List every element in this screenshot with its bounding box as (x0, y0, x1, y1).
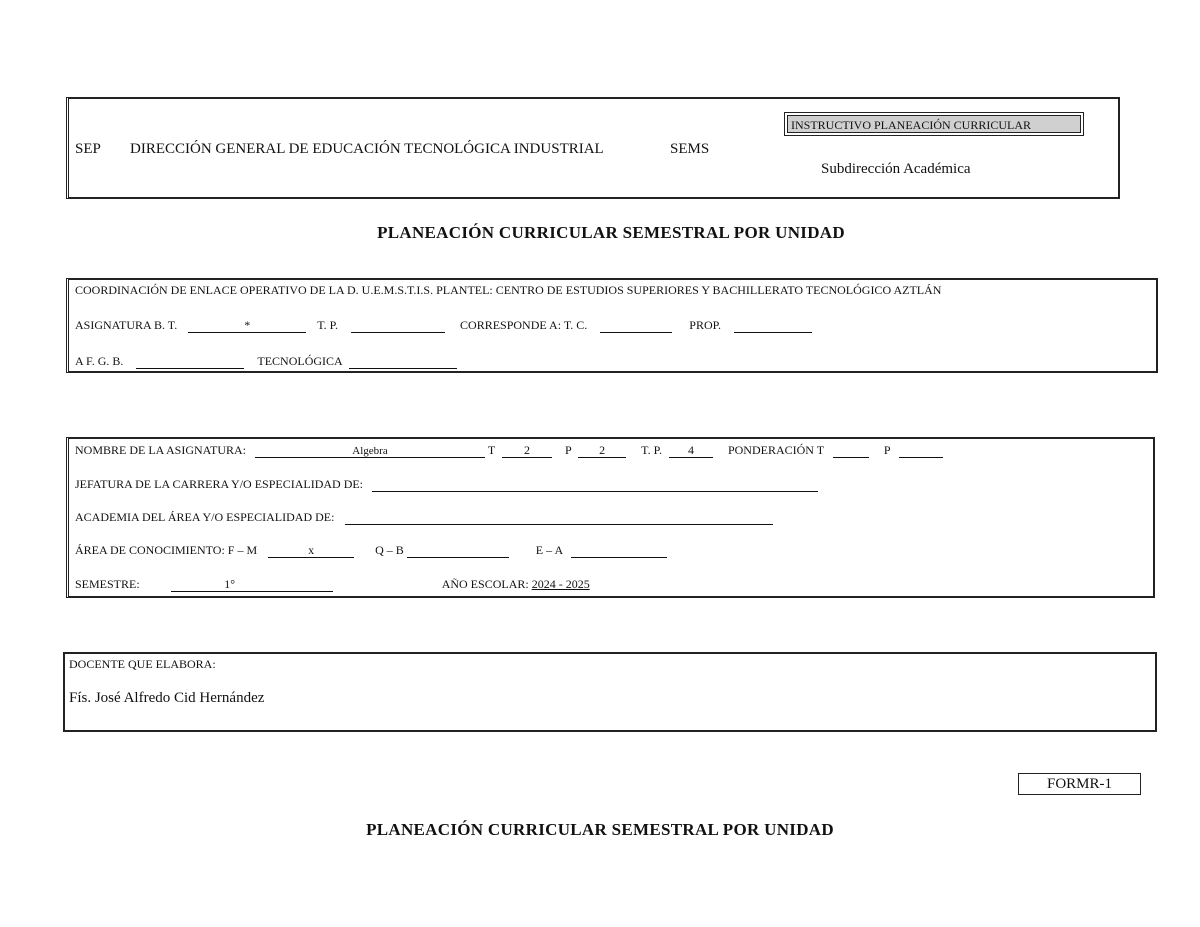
jefatura-row (75, 477, 818, 492)
qb-label: Q – B (375, 543, 404, 557)
p-label: P (564, 443, 572, 457)
asignatura-label: ASIGNATURA B. T. (75, 318, 178, 332)
academia-field[interactable] (345, 510, 773, 525)
form-code-badge: FORMR-1 (1018, 773, 1141, 795)
tp-subject-label: T. P. (641, 443, 662, 457)
tp-label: T. P. (317, 318, 339, 332)
coordination-line: COORDINACIÓN DE ENLACE OPERATIVO DE LA D. U.E.M.S.T.I.S. PLANTEL: CENTRO DE ESTUDIOS SUPERIORES Y BACHILLERATO TECNOLÓGICO AZTLÁN (75, 283, 942, 297)
afgb-field[interactable] (136, 354, 244, 369)
jefatura-field[interactable] (372, 477, 818, 492)
fm-field[interactable] (268, 543, 354, 558)
tp-subject-value: 4 (687, 443, 694, 457)
anio-label: AÑO ESCOLAR: (441, 577, 529, 591)
fm-value: x (308, 543, 315, 557)
semestre-value: 1° (224, 577, 236, 591)
nombre-value: Algebra (352, 445, 388, 457)
direccion-label: DIRECCIÓN GENERAL DE EDUCACIÓN TECNOLÓGICA INDUSTRIAL (130, 141, 604, 157)
afgb-label: A F. G. B. (75, 354, 124, 368)
prop-field[interactable] (734, 318, 812, 333)
p-value: 2 (599, 443, 606, 457)
sems-label: SEMS (670, 141, 710, 157)
tp-subject-field[interactable] (669, 443, 713, 458)
docente-label: DOCENTE QUE ELABORA: (69, 657, 216, 671)
nombre-row (75, 443, 943, 458)
instructivo-label: INSTRUCTIVO PLANEACIÓN CURRICULAR (787, 115, 1081, 133)
anio-value: 2024 - 2025 (531, 577, 590, 591)
academia-row (75, 510, 773, 525)
subdireccion-label: Subdirección Académica (821, 161, 971, 177)
nombre-field[interactable] (255, 443, 485, 458)
corresponde-label: CORRESPONDE A: T. C. (460, 318, 588, 332)
t-field[interactable] (502, 443, 552, 458)
qb-field[interactable] (407, 543, 509, 558)
prop-label: PROP. (689, 318, 721, 332)
page-title: PLANEACIÓN CURRICULAR SEMESTRAL POR UNIDAD (377, 223, 845, 242)
area-label: ÁREA DE CONOCIMIENTO: F – M (75, 543, 258, 557)
tc-field[interactable] (600, 318, 672, 333)
tecnologica-field[interactable] (349, 354, 457, 369)
tp-field[interactable] (351, 318, 445, 333)
semestre-row (75, 577, 590, 592)
ponderacion-t-field[interactable] (833, 443, 869, 458)
ea-field[interactable] (571, 543, 667, 558)
semestre-field[interactable] (171, 577, 333, 592)
asignatura-row (75, 318, 812, 333)
instructivo-box (784, 112, 1084, 136)
tecnologica-label: TECNOLÓGICA (257, 354, 343, 368)
t-label: T (487, 443, 495, 457)
nombre-label: NOMBRE DE LA ASIGNATURA: (75, 443, 247, 457)
sep-label: SEP (75, 141, 101, 157)
ponderacion-p-field[interactable] (899, 443, 943, 458)
academia-label: ACADEMIA DEL ÁREA Y/O ESPECIALIDAD DE: (75, 510, 335, 524)
ponderacion-label: PONDERACIÓN T (727, 443, 824, 457)
ponderacion-p-label: P (883, 443, 891, 457)
semestre-label: SEMESTRE: (75, 577, 140, 591)
area-row (75, 543, 667, 558)
t-value: 2 (523, 443, 530, 457)
afgb-row (75, 354, 457, 369)
docente-name: Fís. José Alfredo Cid Hernández (69, 690, 265, 706)
jefatura-label: JEFATURA DE LA CARRERA Y/O ESPECIALIDAD DE: (75, 477, 364, 491)
ea-label: E – A (535, 543, 563, 557)
bt-value-text: * (244, 318, 251, 332)
bt-value[interactable] (188, 318, 306, 333)
p-field[interactable] (578, 443, 626, 458)
bottom-title: PLANEACIÓN CURRICULAR SEMESTRAL POR UNIDAD (366, 820, 834, 839)
